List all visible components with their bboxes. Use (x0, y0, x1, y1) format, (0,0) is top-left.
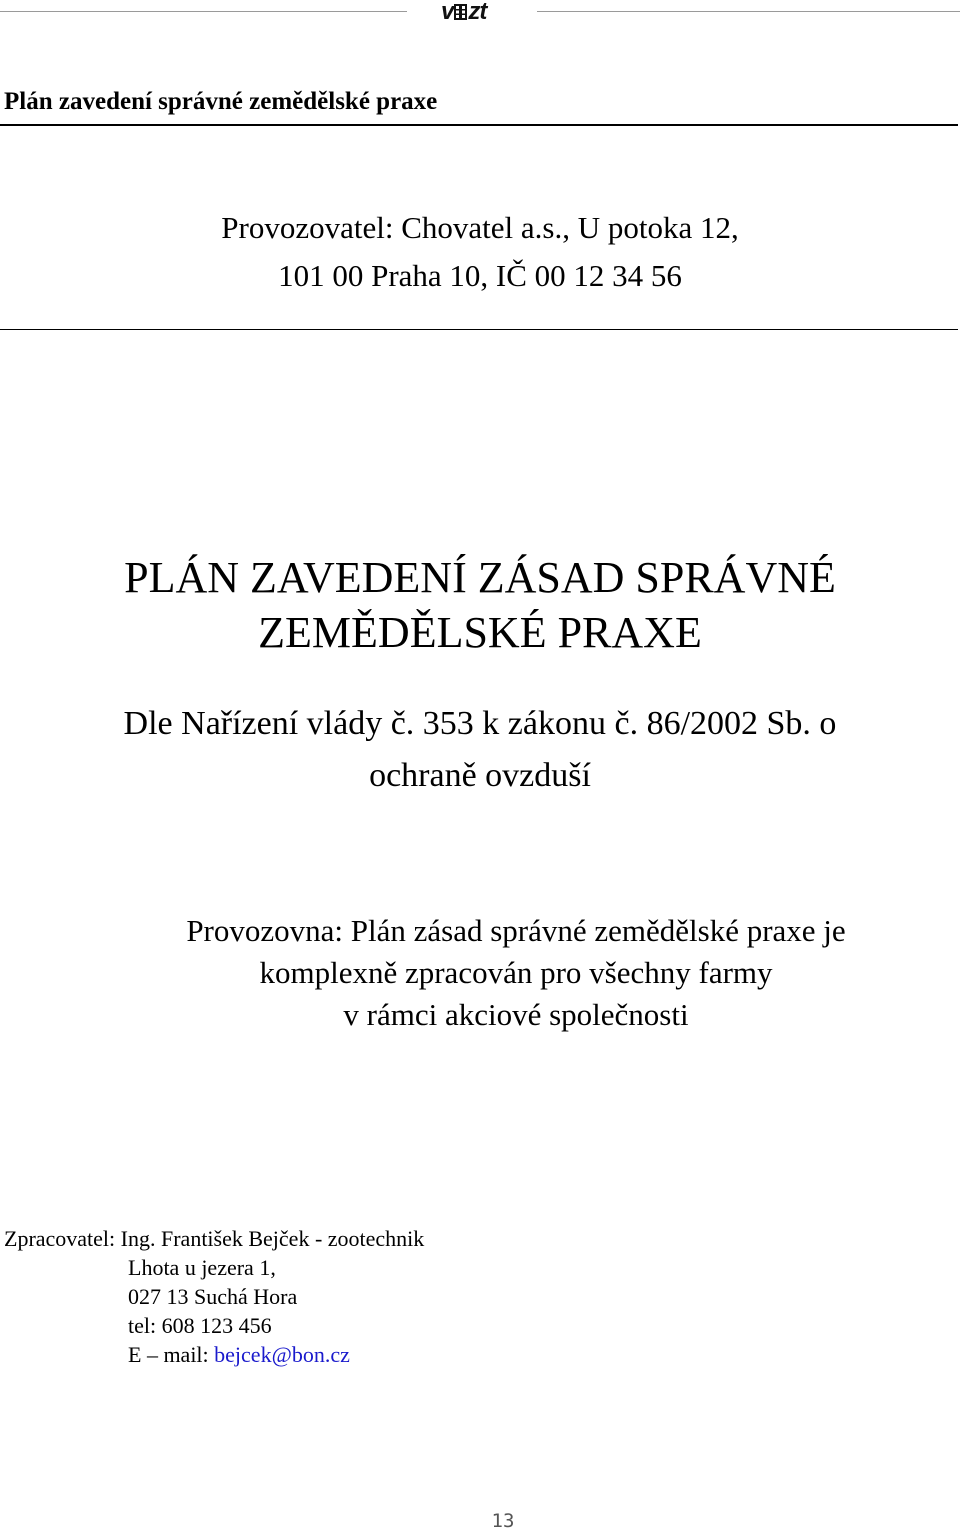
author-line: Zpracovatel: Ing. František Bejček - zootechnik (4, 1226, 425, 1251)
main-title-line-1: PLÁN ZAVEDENÍ ZÁSAD SPRÁVNÉ (124, 553, 836, 602)
author-email-link[interactable]: bejcek@bon.cz (214, 1342, 350, 1367)
author-block (4, 1224, 424, 1369)
facility-line-1: Provozovna: Plán zásad správné zemědělské praxe je (186, 913, 846, 948)
operator-rule (0, 329, 958, 330)
regulation-text (0, 698, 960, 802)
author-email-label: E – mail: (128, 1342, 209, 1367)
main-title (0, 550, 960, 660)
facility-text (0, 910, 960, 1036)
facility-line-2: komplexně zpracován pro všechny farmy (259, 955, 773, 990)
author-phone: tel: 608 123 456 (128, 1313, 272, 1338)
header-line-left (0, 11, 407, 12)
facility-line-3: v rámci akciové společnosti (343, 997, 689, 1032)
title-rule (0, 124, 958, 126)
logo-letters-zt: zt (468, 0, 487, 25)
regulation-line-1: Dle Nařízení vlády č. 353 k zákonu č. 86/2002 Sb. o (123, 705, 837, 742)
regulation-line-2: ochraně ovzduší (369, 757, 591, 794)
logo-grid-icon (454, 4, 467, 20)
main-title-line-2: ZEMĚDĚLSKÉ PRAXE (258, 608, 702, 657)
author-email-row (4, 1340, 424, 1369)
header-line-right (537, 11, 960, 12)
author-address-1: Lhota u jezera 1, (128, 1255, 276, 1280)
running-title: Plán zavedení správné zemědělské praxe (4, 88, 438, 115)
logo-letter-v: v (441, 0, 454, 25)
operator-line-2: 101 00 Praha 10, IČ 00 12 34 56 (278, 258, 682, 293)
page-number: 13 (491, 1510, 515, 1532)
operator-line-1: Provozovatel: Chovatel a.s., U potoka 12, (221, 210, 739, 245)
vuzt-logo (441, 0, 513, 26)
author-address-2: 027 13 Suchá Hora (128, 1284, 298, 1309)
operator-block (0, 204, 960, 300)
